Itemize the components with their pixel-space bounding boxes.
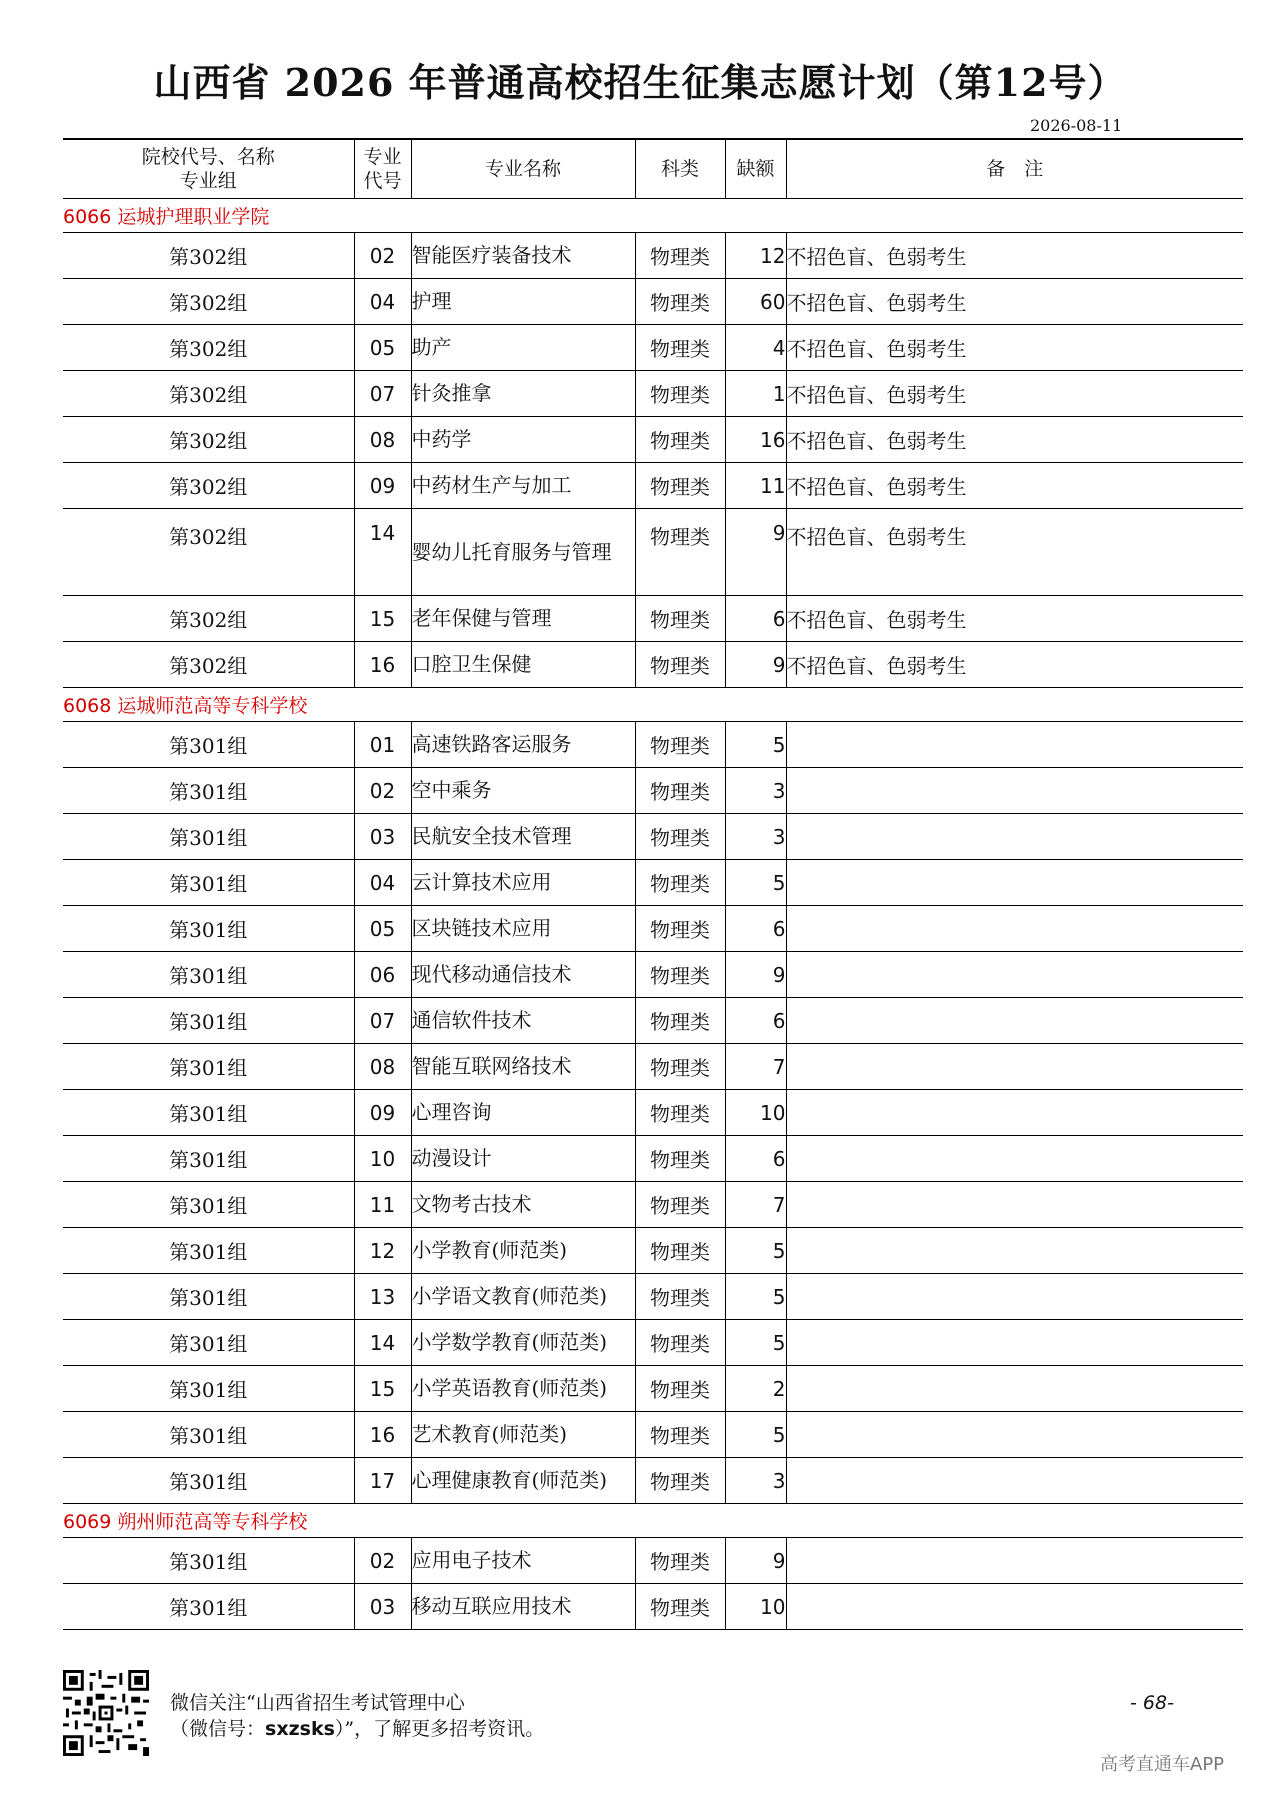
major-name-cell: 通信软件技术 bbox=[411, 998, 635, 1044]
quota-cell: 5 bbox=[725, 860, 786, 906]
note-cell bbox=[786, 1044, 1243, 1090]
note-cell: 不招色盲、色弱考生 bbox=[786, 463, 1243, 509]
group-cell: 第301组 bbox=[63, 1136, 354, 1182]
major-name-cell: 文物考古技术 bbox=[411, 1182, 635, 1228]
quota-cell: 6 bbox=[725, 906, 786, 952]
major-name-cell: 心理咨询 bbox=[411, 1090, 635, 1136]
major-code-cell: 15 bbox=[354, 1366, 411, 1412]
major-name-cell: 应用电子技术 bbox=[411, 1538, 635, 1584]
major-name-cell: 移动互联应用技术 bbox=[411, 1584, 635, 1630]
group-cell: 第301组 bbox=[63, 722, 354, 768]
category-cell: 物理类 bbox=[635, 1228, 725, 1274]
category-cell: 物理类 bbox=[635, 233, 725, 279]
note-cell: 不招色盲、色弱考生 bbox=[786, 279, 1243, 325]
major-code-cell: 13 bbox=[354, 1274, 411, 1320]
table-row bbox=[63, 325, 1243, 371]
major-name-cell: 现代移动通信技术 bbox=[411, 952, 635, 998]
major-code-cell: 07 bbox=[354, 998, 411, 1044]
note-cell bbox=[786, 722, 1243, 768]
note-cell bbox=[786, 1538, 1243, 1584]
major-name-cell: 小学教育(师范类) bbox=[411, 1228, 635, 1274]
group-cell: 第301组 bbox=[63, 814, 354, 860]
major-name-cell: 高速铁路客运服务 bbox=[411, 722, 635, 768]
quota-cell: 11 bbox=[725, 463, 786, 509]
quota-cell: 6 bbox=[725, 1136, 786, 1182]
header-major-code bbox=[354, 139, 411, 199]
major-name-cell: 小学数学教育(师范类) bbox=[411, 1320, 635, 1366]
table-row bbox=[63, 814, 1243, 860]
group-cell: 第302组 bbox=[63, 463, 354, 509]
table-row bbox=[63, 1274, 1243, 1320]
header-school bbox=[63, 139, 354, 199]
group-cell: 第301组 bbox=[63, 998, 354, 1044]
quota-cell: 3 bbox=[725, 814, 786, 860]
major-code-cell: 14 bbox=[354, 1320, 411, 1366]
table-row bbox=[63, 279, 1243, 325]
group-cell: 第302组 bbox=[63, 596, 354, 642]
note-cell bbox=[786, 1182, 1243, 1228]
table-row bbox=[63, 1182, 1243, 1228]
group-cell: 第301组 bbox=[63, 1366, 354, 1412]
school-name: 6068 运城师范高等专科学校 bbox=[63, 688, 1243, 722]
major-code-cell: 06 bbox=[354, 952, 411, 998]
major-name-cell: 区块链技术应用 bbox=[411, 906, 635, 952]
quota-cell: 10 bbox=[725, 1584, 786, 1630]
major-name-cell: 老年保健与管理 bbox=[411, 596, 635, 642]
major-code-cell: 03 bbox=[354, 1584, 411, 1630]
category-cell: 物理类 bbox=[635, 1584, 725, 1630]
note-cell bbox=[786, 768, 1243, 814]
major-code-cell: 07 bbox=[354, 371, 411, 417]
major-code-cell: 15 bbox=[354, 596, 411, 642]
category-cell: 物理类 bbox=[635, 1182, 725, 1228]
quota-cell: 2 bbox=[725, 1366, 786, 1412]
group-cell: 第301组 bbox=[63, 906, 354, 952]
group-cell: 第301组 bbox=[63, 1458, 354, 1504]
group-cell: 第301组 bbox=[63, 1044, 354, 1090]
major-code-cell: 04 bbox=[354, 860, 411, 906]
category-cell: 物理类 bbox=[635, 1136, 725, 1182]
note-cell bbox=[786, 952, 1243, 998]
quota-cell: 10 bbox=[725, 1090, 786, 1136]
footer-wechat-notice bbox=[170, 1690, 544, 1742]
major-name-cell: 中药材生产与加工 bbox=[411, 463, 635, 509]
quota-cell: 12 bbox=[725, 233, 786, 279]
category-cell: 物理类 bbox=[635, 1274, 725, 1320]
qr-code-icon bbox=[63, 1670, 149, 1756]
group-cell: 第302组 bbox=[63, 371, 354, 417]
note-cell: 不招色盲、色弱考生 bbox=[786, 642, 1243, 688]
group-cell: 第301组 bbox=[63, 860, 354, 906]
major-name-cell: 艺术教育(师范类) bbox=[411, 1412, 635, 1458]
major-name-cell: 助产 bbox=[411, 325, 635, 371]
note-cell bbox=[786, 1584, 1243, 1630]
major-name-cell: 小学英语教育(师范类) bbox=[411, 1366, 635, 1412]
table-row bbox=[63, 860, 1243, 906]
major-name-cell: 民航安全技术管理 bbox=[411, 814, 635, 860]
major-name-cell: 小学语文教育(师范类) bbox=[411, 1274, 635, 1320]
category-cell: 物理类 bbox=[635, 325, 725, 371]
school-row bbox=[63, 199, 1243, 233]
major-name-cell: 婴幼儿托育服务与管理 bbox=[411, 509, 635, 596]
major-name-cell: 智能医疗装备技术 bbox=[411, 233, 635, 279]
header-school-line2: 专业组 bbox=[179, 170, 237, 192]
quota-cell: 3 bbox=[725, 1458, 786, 1504]
group-cell: 第301组 bbox=[63, 1412, 354, 1458]
quota-cell: 5 bbox=[725, 722, 786, 768]
table-row bbox=[63, 371, 1243, 417]
page-number: - 68- bbox=[1130, 1692, 1174, 1714]
footer-line2 bbox=[170, 1716, 544, 1742]
quota-cell: 9 bbox=[725, 1538, 786, 1584]
quota-cell: 9 bbox=[725, 642, 786, 688]
footer-wechat-id: sxzsks bbox=[265, 1718, 335, 1740]
plan-table bbox=[63, 138, 1243, 1630]
group-cell: 第301组 bbox=[63, 768, 354, 814]
table-row bbox=[63, 509, 1243, 596]
category-cell: 物理类 bbox=[635, 998, 725, 1044]
major-code-cell: 02 bbox=[354, 1538, 411, 1584]
school-row bbox=[63, 688, 1243, 722]
group-cell: 第302组 bbox=[63, 509, 354, 596]
header-major-name: 专业名称 bbox=[411, 139, 635, 199]
table-row bbox=[63, 642, 1243, 688]
category-cell: 物理类 bbox=[635, 1320, 725, 1366]
table-row bbox=[63, 1136, 1243, 1182]
header-quota: 缺额 bbox=[725, 139, 786, 199]
footer-line2-prefix: （微信号： bbox=[170, 1718, 266, 1740]
table-row bbox=[63, 1228, 1243, 1274]
table-row bbox=[63, 233, 1243, 279]
note-cell bbox=[786, 860, 1243, 906]
category-cell: 物理类 bbox=[635, 509, 725, 596]
table-row bbox=[63, 1366, 1243, 1412]
quota-cell: 6 bbox=[725, 596, 786, 642]
note-cell: 不招色盲、色弱考生 bbox=[786, 509, 1243, 596]
table-row bbox=[63, 596, 1243, 642]
footer-line2-suffix: ）”，了解更多招考资讯。 bbox=[334, 1718, 545, 1740]
category-cell: 物理类 bbox=[635, 952, 725, 998]
major-name-cell: 动漫设计 bbox=[411, 1136, 635, 1182]
table-row bbox=[63, 1044, 1243, 1090]
table-row bbox=[63, 1458, 1243, 1504]
table-row bbox=[63, 1412, 1243, 1458]
note-cell bbox=[786, 814, 1243, 860]
note-cell bbox=[786, 998, 1243, 1044]
quota-cell: 9 bbox=[725, 509, 786, 596]
school-row bbox=[63, 1504, 1243, 1538]
group-cell: 第302组 bbox=[63, 642, 354, 688]
category-cell: 物理类 bbox=[635, 596, 725, 642]
note-cell bbox=[786, 1228, 1243, 1274]
category-cell: 物理类 bbox=[635, 860, 725, 906]
quota-cell: 7 bbox=[725, 1182, 786, 1228]
category-cell: 物理类 bbox=[635, 1412, 725, 1458]
major-name-cell: 云计算技术应用 bbox=[411, 860, 635, 906]
group-cell: 第301组 bbox=[63, 1538, 354, 1584]
group-cell: 第302组 bbox=[63, 417, 354, 463]
major-name-cell: 针灸推拿 bbox=[411, 371, 635, 417]
publish-date: 2026-08-11 bbox=[1030, 116, 1123, 135]
footer-line1: 微信关注“山西省招生考试管理中心 bbox=[170, 1692, 465, 1714]
header-code-line2: 代号 bbox=[363, 170, 402, 192]
group-cell: 第301组 bbox=[63, 952, 354, 998]
major-code-cell: 03 bbox=[354, 814, 411, 860]
table-row bbox=[63, 998, 1243, 1044]
table-row bbox=[63, 722, 1243, 768]
header-category: 科类 bbox=[635, 139, 725, 199]
quota-cell: 4 bbox=[725, 325, 786, 371]
note-cell bbox=[786, 1320, 1243, 1366]
group-cell: 第302组 bbox=[63, 325, 354, 371]
table-row bbox=[63, 417, 1243, 463]
category-cell: 物理类 bbox=[635, 1090, 725, 1136]
header-school-line1: 院校代号、名称 bbox=[141, 146, 275, 168]
quota-cell: 5 bbox=[725, 1320, 786, 1366]
note-cell: 不招色盲、色弱考生 bbox=[786, 233, 1243, 279]
watermark: 高考直通车APP bbox=[1100, 1754, 1225, 1775]
quota-cell: 7 bbox=[725, 1044, 786, 1090]
major-code-cell: 08 bbox=[354, 417, 411, 463]
major-code-cell: 05 bbox=[354, 325, 411, 371]
major-code-cell: 10 bbox=[354, 1136, 411, 1182]
note-cell bbox=[786, 1274, 1243, 1320]
category-cell: 物理类 bbox=[635, 279, 725, 325]
major-code-cell: 08 bbox=[354, 1044, 411, 1090]
school-name: 6066 运城护理职业学院 bbox=[63, 199, 1243, 233]
major-code-cell: 12 bbox=[354, 1228, 411, 1274]
category-cell: 物理类 bbox=[635, 417, 725, 463]
group-cell: 第301组 bbox=[63, 1274, 354, 1320]
table-row bbox=[63, 463, 1243, 509]
major-code-cell: 05 bbox=[354, 906, 411, 952]
major-code-cell: 01 bbox=[354, 722, 411, 768]
major-code-cell: 02 bbox=[354, 768, 411, 814]
major-code-cell: 09 bbox=[354, 463, 411, 509]
table-row bbox=[63, 1538, 1243, 1584]
quota-cell: 9 bbox=[725, 952, 786, 998]
note-cell bbox=[786, 906, 1243, 952]
major-name-cell: 护理 bbox=[411, 279, 635, 325]
major-code-cell: 14 bbox=[354, 509, 411, 596]
quota-cell: 5 bbox=[725, 1412, 786, 1458]
note-cell bbox=[786, 1458, 1243, 1504]
major-code-cell: 11 bbox=[354, 1182, 411, 1228]
category-cell: 物理类 bbox=[635, 768, 725, 814]
quota-cell: 1 bbox=[725, 371, 786, 417]
major-name-cell: 心理健康教育(师范类) bbox=[411, 1458, 635, 1504]
quota-cell: 16 bbox=[725, 417, 786, 463]
table-body bbox=[63, 199, 1243, 1630]
major-code-cell: 02 bbox=[354, 233, 411, 279]
category-cell: 物理类 bbox=[635, 1538, 725, 1584]
quota-cell: 5 bbox=[725, 1228, 786, 1274]
quota-cell: 5 bbox=[725, 1274, 786, 1320]
note-cell bbox=[786, 1412, 1243, 1458]
note-cell: 不招色盲、色弱考生 bbox=[786, 325, 1243, 371]
table-row bbox=[63, 1584, 1243, 1630]
table-row bbox=[63, 952, 1243, 998]
major-name-cell: 智能互联网络技术 bbox=[411, 1044, 635, 1090]
group-cell: 第301组 bbox=[63, 1090, 354, 1136]
major-code-cell: 16 bbox=[354, 642, 411, 688]
category-cell: 物理类 bbox=[635, 906, 725, 952]
table-row bbox=[63, 1320, 1243, 1366]
school-name: 6069 朔州师范高等专科学校 bbox=[63, 1504, 1243, 1538]
category-cell: 物理类 bbox=[635, 814, 725, 860]
quota-cell: 3 bbox=[725, 768, 786, 814]
group-cell: 第301组 bbox=[63, 1182, 354, 1228]
header-code-line1: 专业 bbox=[363, 146, 402, 168]
major-code-cell: 17 bbox=[354, 1458, 411, 1504]
major-name-cell: 口腔卫生保健 bbox=[411, 642, 635, 688]
major-code-cell: 04 bbox=[354, 279, 411, 325]
major-name-cell: 中药学 bbox=[411, 417, 635, 463]
quota-cell: 60 bbox=[725, 279, 786, 325]
group-cell: 第302组 bbox=[63, 233, 354, 279]
category-cell: 物理类 bbox=[635, 463, 725, 509]
note-cell bbox=[786, 1136, 1243, 1182]
quota-cell: 6 bbox=[725, 998, 786, 1044]
note-cell bbox=[786, 1366, 1243, 1412]
table-row bbox=[63, 768, 1243, 814]
table-row bbox=[63, 906, 1243, 952]
category-cell: 物理类 bbox=[635, 1458, 725, 1504]
table-row bbox=[63, 1090, 1243, 1136]
group-cell: 第301组 bbox=[63, 1228, 354, 1274]
group-cell: 第301组 bbox=[63, 1584, 354, 1630]
group-cell: 第302组 bbox=[63, 279, 354, 325]
major-code-cell: 16 bbox=[354, 1412, 411, 1458]
page-title: 山西省 2026 年普通高校招生征集志愿计划（第12号） bbox=[153, 60, 1127, 105]
note-cell bbox=[786, 1090, 1243, 1136]
category-cell: 物理类 bbox=[635, 642, 725, 688]
table-header bbox=[63, 139, 1243, 199]
category-cell: 物理类 bbox=[635, 1044, 725, 1090]
group-cell: 第301组 bbox=[63, 1320, 354, 1366]
category-cell: 物理类 bbox=[635, 722, 725, 768]
major-code-cell: 09 bbox=[354, 1090, 411, 1136]
header-note: 备 注 bbox=[786, 139, 1243, 199]
note-cell: 不招色盲、色弱考生 bbox=[786, 417, 1243, 463]
major-name-cell: 空中乘务 bbox=[411, 768, 635, 814]
note-cell: 不招色盲、色弱考生 bbox=[786, 596, 1243, 642]
category-cell: 物理类 bbox=[635, 371, 725, 417]
category-cell: 物理类 bbox=[635, 1366, 725, 1412]
note-cell: 不招色盲、色弱考生 bbox=[786, 371, 1243, 417]
